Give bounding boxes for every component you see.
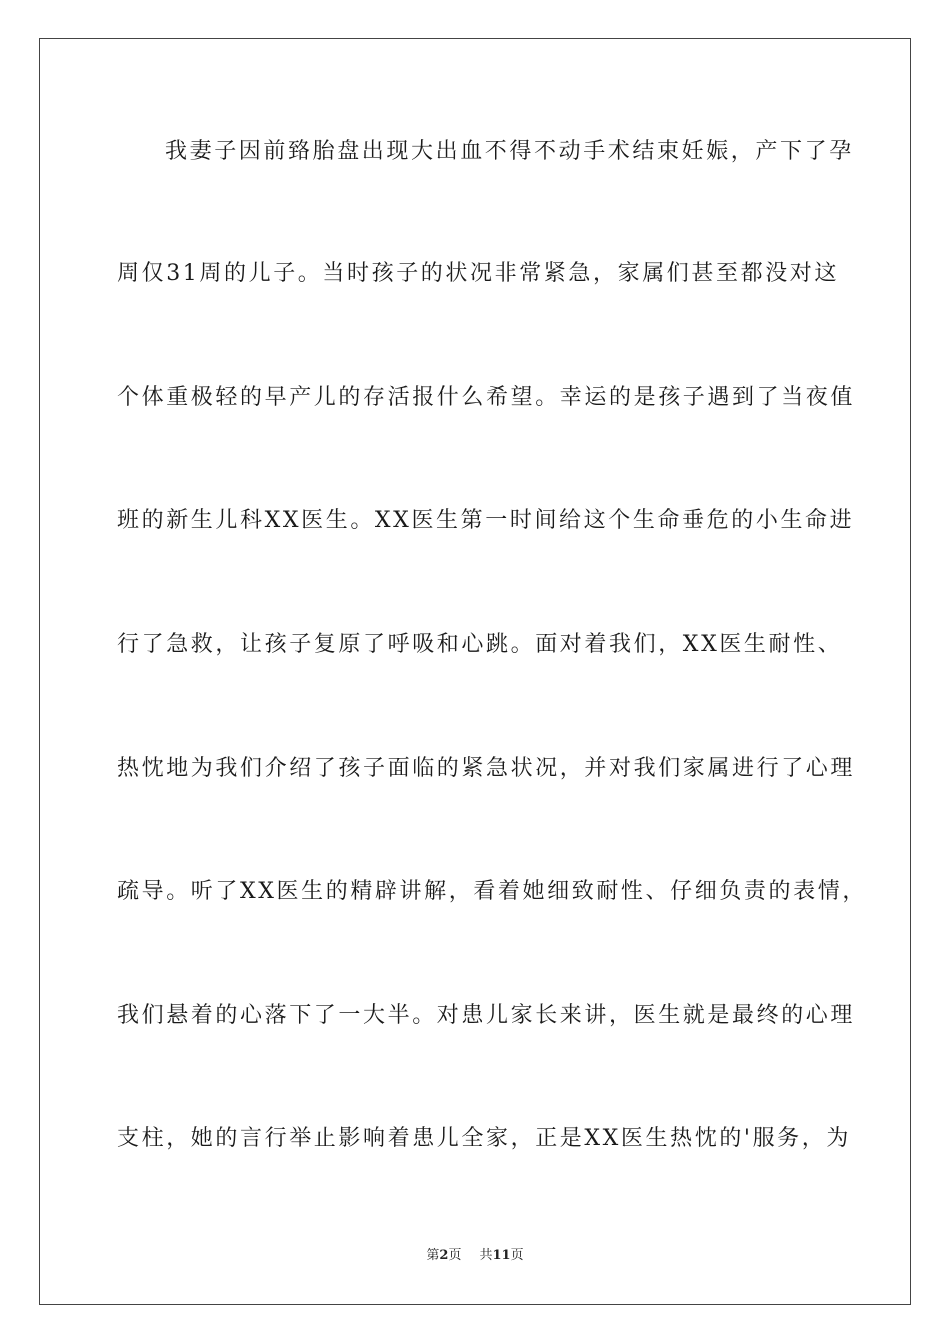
page-prefix: 第	[426, 1248, 440, 1263]
total-suffix: 页	[510, 1248, 524, 1263]
paragraph-line-1: 我妻子因前臵胎盘出现大出血不得不动手术结束妊娠，产下了孕	[165, 139, 854, 164]
paragraph-line-7: 疏导。听了XX医生的精辟讲解，看着她细致耐性、仔细负责的表情，	[117, 879, 867, 904]
paragraph-line-3: 个体重极轻的早产儿的存活报什么希望。幸运的是孩子遇到了当夜值	[117, 385, 856, 410]
paragraph-line-9: 支柱，她的言行举止影响着患儿全家，正是XX医生热忱的'服务，为	[117, 1126, 851, 1151]
paragraph-line-6: 热忱地为我们介绍了孩子面临的紧急状况，并对我们家属进行了心理	[117, 756, 856, 781]
paragraph-line-8: 我们悬着的心落下了一大半。对患儿家长来讲，医生就是最终的心理	[117, 1003, 856, 1028]
page-footer	[0, 1246, 950, 1266]
total-prefix: 共	[479, 1248, 493, 1263]
current-page-number: 2	[439, 1248, 449, 1263]
paragraph-line-4: 班的新生儿科XX医生。XX医生第一时间给这个生命垂危的小生命进	[117, 508, 855, 533]
paragraph-line-2: 周仅31周的儿子。当时孩子的状况非常紧急，家属们甚至都没对这	[117, 261, 839, 286]
paragraph-line-5: 行了急救，让孩子复原了呼吸和心跳。面对着我们，XX医生耐性、	[117, 632, 843, 657]
total-page-number: 11	[492, 1248, 511, 1263]
page-border	[39, 38, 911, 1305]
page-suffix: 页	[448, 1248, 462, 1263]
